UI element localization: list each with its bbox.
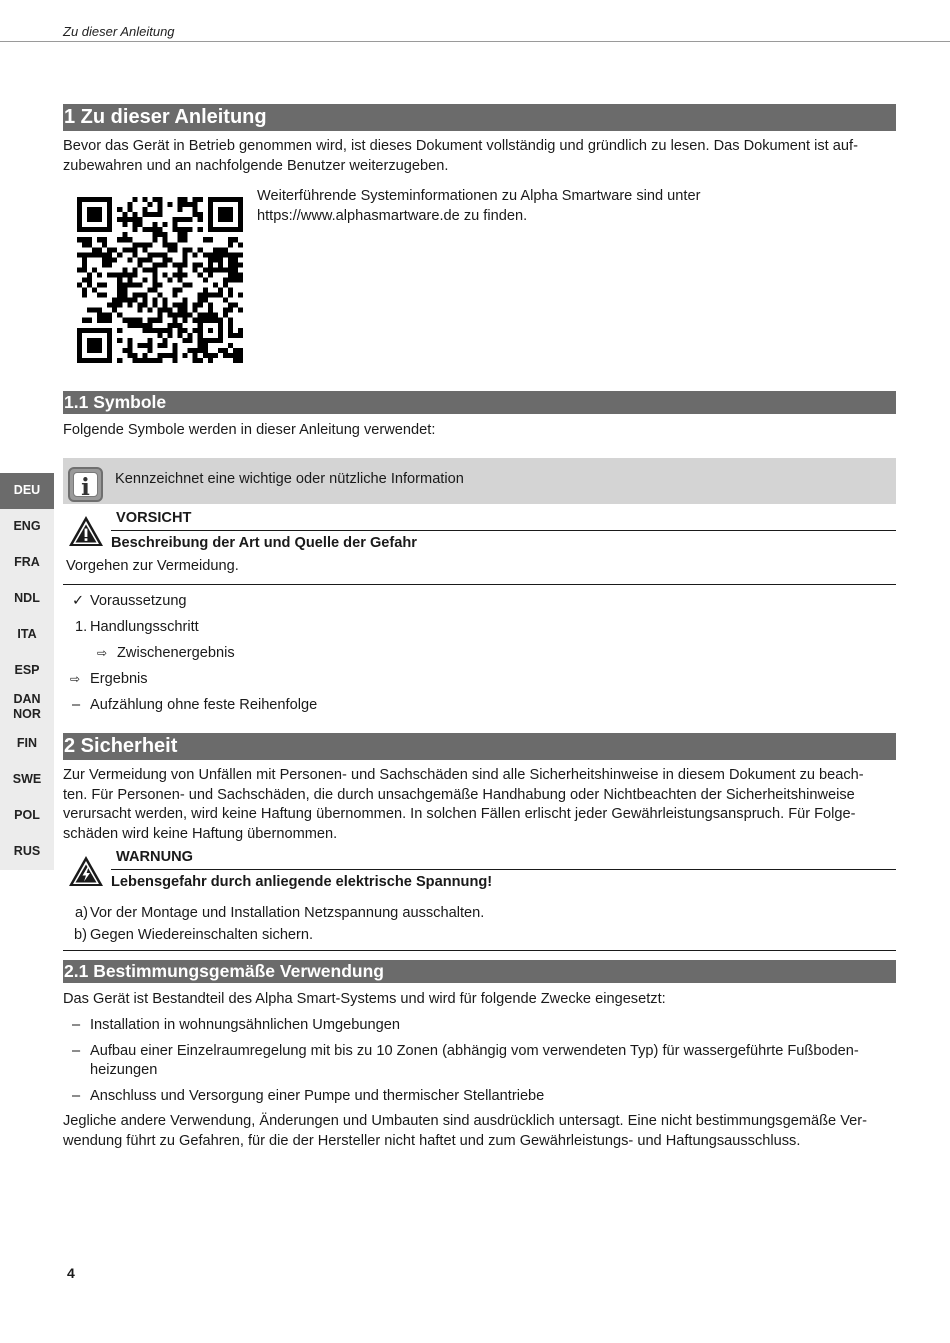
caution-title: Beschreibung der Art und Quelle der Gefahr — [111, 535, 417, 551]
language-tab-esp[interactable]: ESP — [14, 663, 40, 677]
info-note-box — [63, 458, 896, 504]
section-1-intro-line: Bevor das Gerät in Betrieb genommen wird, ist dieses Dokument vollständig und gründlich zu lesen. Das Dokument ist auf- — [63, 138, 858, 154]
language-tab-dan-nor[interactable]: DAN NOR — [13, 692, 41, 721]
running-header: Zu dieser Anleitung — [63, 24, 175, 39]
qr-description-line: https://www.alphasmartware.de zu finden. — [257, 207, 528, 224]
step-number: 1. — [75, 619, 88, 635]
warning-bottom-divider — [63, 950, 896, 951]
list-item-text: Aufbau einer Einzelraumregelung mit bis zu 10 Zonen (abhängig vom verwendeten Typ) für wassergeführte Fußboden- — [90, 1043, 859, 1059]
dash-bullet: – — [72, 697, 81, 713]
arrow-right-icon: ⇨ — [97, 646, 108, 660]
step-text: Gegen Wiedereinschalten sichern. — [90, 927, 314, 943]
language-tab-pol[interactable]: POL — [14, 808, 40, 822]
language-tab-ita[interactable]: ITA — [17, 627, 37, 641]
section-2-1-intro: Das Gerät ist Bestandteil des Alpha Smart-Systems und wird für folgende Zwecke eingesetzt: — [63, 991, 666, 1007]
section-1-1-intro: Folgende Symbole werden in dieser Anleitung verwendet: — [63, 422, 436, 438]
list-item-text: Ergebnis — [90, 671, 148, 687]
section-2-intro-line: ten. Für Personen- und Sachschäden, die durch unsachgemäße Handhabung oder Nichtbeachten der Sicherheitshinweise — [63, 786, 855, 803]
list-item-text: heizungen — [90, 1062, 158, 1078]
page-number: 4 — [67, 1265, 75, 1281]
qr-description — [257, 187, 700, 226]
info-icon: i — [68, 467, 103, 502]
list-item-text: Installation in wohnungsähnlichen Umgebungen — [90, 1017, 400, 1033]
caution-signal-word: VORSICHT — [116, 510, 192, 526]
arrow-right-icon: ⇨ — [70, 672, 81, 686]
info-note-text: Kennzeichnet eine wichtige oder nützliche Information — [115, 471, 464, 487]
language-tab-rus[interactable]: RUS — [13, 844, 41, 858]
caution-divider — [111, 530, 896, 531]
section-2-intro-line: verursacht werden, wird keine Haftung übernommen. In solchen Fällen erlischt jeder Gewährleistungsanspruch. Für Folge- — [63, 806, 856, 822]
language-tab-ndl[interactable]: NDL — [14, 591, 40, 605]
language-tabs — [0, 473, 54, 870]
step-marker: a) — [75, 905, 88, 921]
section-1-intro — [63, 137, 896, 176]
warning-signal-word: WARNUNG — [116, 849, 194, 865]
warning-triangle-icon — [68, 515, 104, 547]
warning-title: Lebensgefahr durch anliegende elektrische Spannung! — [111, 874, 493, 890]
electric-hazard-icon — [68, 855, 104, 887]
dash-bullet: – — [72, 1088, 81, 1104]
section-heading-2: 2 Sicherheit — [63, 733, 896, 760]
section-1-intro-line: zubewahren und an nachfolgende Benutzer weiterzugeben. — [63, 157, 449, 174]
language-tab-fra[interactable]: FRA — [14, 555, 40, 569]
section-heading-1-1: 1.1 Symbole — [63, 391, 896, 414]
header-divider — [0, 41, 950, 42]
language-tab-fin[interactable]: FIN — [16, 736, 38, 750]
list-item-text: Handlungsschritt — [90, 619, 199, 635]
list-item-text: Zwischenergebnis — [117, 645, 235, 661]
step-marker: b) — [74, 927, 87, 943]
language-tab-deu[interactable]: DEU — [0, 473, 54, 509]
dash-bullet: – — [72, 1017, 81, 1033]
list-item-text: Anschluss und Versorgung einer Pumpe und thermischer Stellantriebe — [90, 1088, 545, 1104]
language-tab-swe[interactable]: SWE — [12, 772, 42, 786]
qr-code-icon — [77, 197, 243, 363]
caution-bottom-divider — [63, 584, 896, 585]
checkmark-icon: ✓ — [72, 593, 85, 609]
qr-description-line: Weiterführende Systeminformationen zu Alpha Smartware sind unter — [257, 188, 701, 204]
section-2-1-closing — [63, 1112, 896, 1151]
section-2-intro — [63, 766, 896, 844]
list-item-text: Aufzählung ohne feste Reihenfolge — [90, 697, 318, 713]
dash-bullet: – — [72, 1043, 81, 1059]
section-heading-1: 1 Zu dieser Anleitung — [63, 104, 896, 131]
section-2-intro-line: Zur Vermeidung von Unfällen mit Personen- und Sachschäden sind alle Sicherheitshinweise in diesem Dokument zu beach- — [63, 767, 864, 783]
section-heading-2-1: 2.1 Bestimmungsgemäße Verwendung — [63, 960, 896, 983]
section-2-1-closing-line: wendung führt zu Gefahren, für die der Hersteller nicht haftet und zum Gewährleistungs- und Haftungsausschluss. — [63, 1132, 801, 1149]
warning-divider — [111, 869, 896, 870]
language-tab-eng[interactable]: ENG — [13, 519, 41, 533]
caution-text: Vorgehen zur Vermeidung. — [66, 558, 239, 574]
list-item-text: Voraussetzung — [90, 593, 187, 609]
step-text: Vor der Montage und Installation Netzspannung ausschalten. — [90, 905, 485, 921]
section-2-intro-line: schäden wird keine Haftung übernommen. — [63, 825, 338, 842]
section-2-1-closing-line: Jegliche andere Verwendung, Änderungen und Umbauten sind ausdrücklich untersagt. Eine nicht bestimmungsgemäße Ver- — [63, 1113, 867, 1129]
